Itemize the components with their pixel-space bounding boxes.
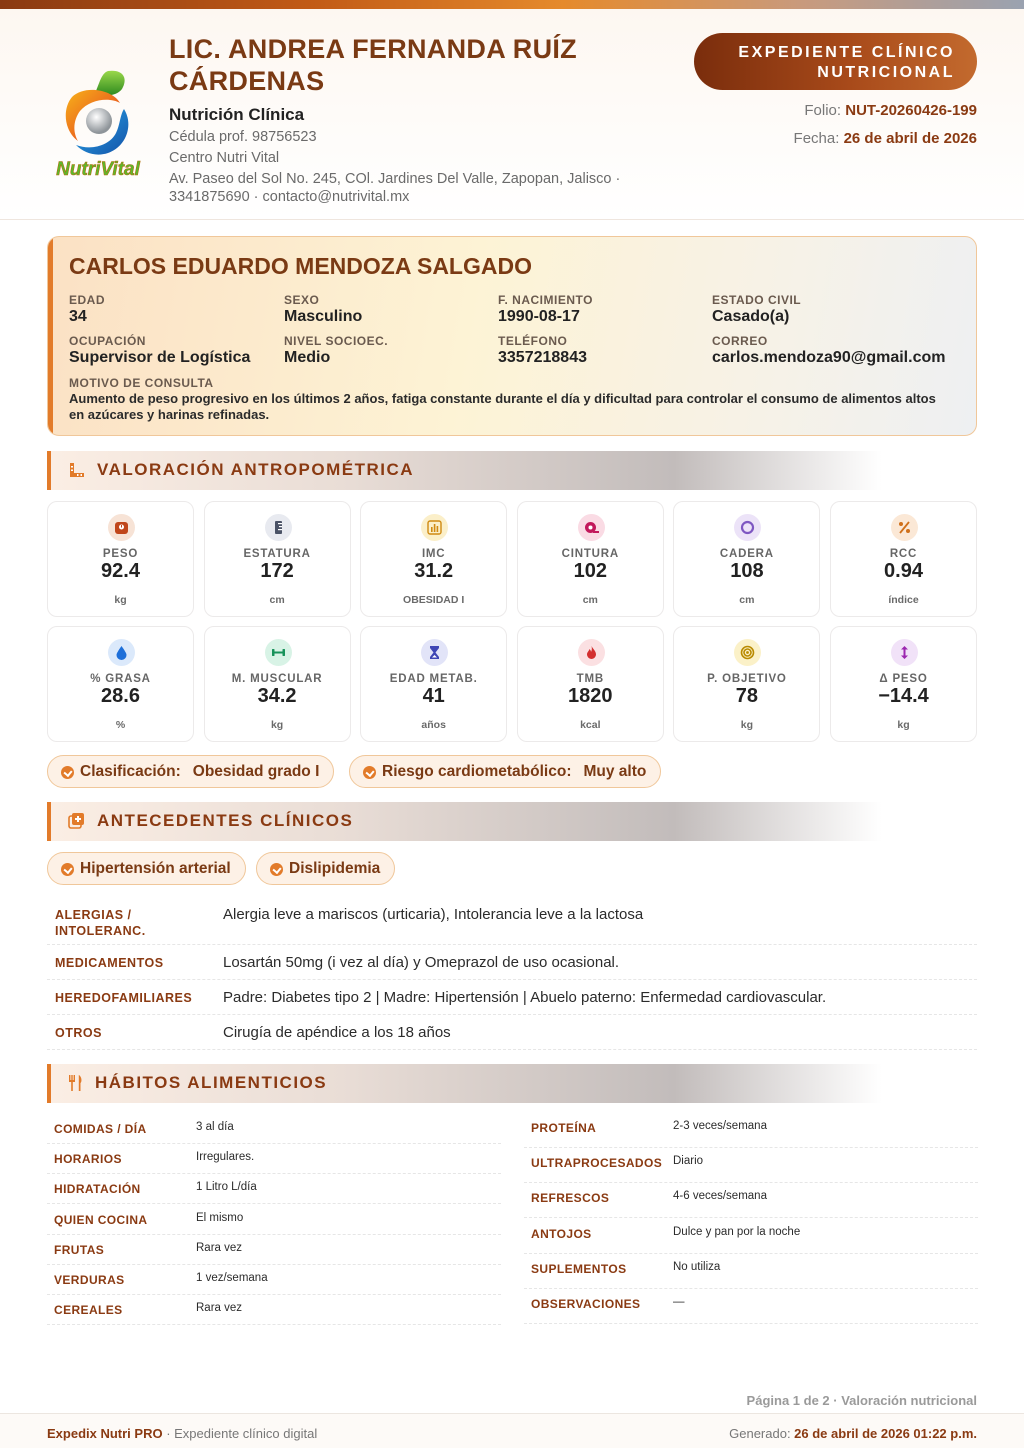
date-label: Fecha: <box>793 130 840 147</box>
history-row-medications <box>47 945 977 980</box>
generated-value: 26 de abril de 2026 01:22 p.m. <box>794 1426 977 1441</box>
condition-chip-dyslipidemia <box>256 852 395 885</box>
risk-label: Riesgo cardiometabólico: <box>382 763 572 780</box>
metric-value: −14.4 <box>878 685 929 707</box>
metric-value: 108 <box>730 560 764 582</box>
field-value-sexo: Masculino <box>284 308 363 325</box>
metric-unit: OBESIDAD I <box>403 594 465 606</box>
history-value: Cirugía de apéndice a los 18 años <box>223 1024 451 1041</box>
habit-value: 2-3 veces/semana <box>673 1120 767 1132</box>
metric-value: 41 <box>422 685 445 707</box>
metric-label: % GRASA <box>90 673 151 685</box>
ruler-square-icon <box>68 461 86 479</box>
badge-line-1: EXPEDIENTE CLÍNICO <box>738 44 955 61</box>
date <box>794 130 977 147</box>
metric-value: 92.4 <box>101 560 140 582</box>
classification-label: Clasificación: <box>80 763 181 780</box>
center-name: Centro Nutri Vital <box>169 150 280 166</box>
history-value: Padre: Diabetes tipo 2 | Madre: Hipertensión | Abuelo paterno: Enfermedad cardiovascular. <box>223 989 827 1006</box>
flame-icon <box>578 639 605 666</box>
metric-unit: % <box>115 719 126 731</box>
fork-knife-icon <box>67 1074 85 1092</box>
specialty: Nutrición Clínica <box>169 105 305 124</box>
history-key: MEDICAMENTOS <box>55 956 164 970</box>
classification-pill <box>47 755 334 788</box>
habit-value: Dulce y pan por la noche <box>673 1225 801 1238</box>
section-antecedentes <box>47 802 882 841</box>
field-label-sexo: SEXO <box>284 293 320 307</box>
field-label-ocupacion: OCUPACIÓN <box>69 334 146 348</box>
habit-row <box>47 1265 501 1295</box>
metric-tile <box>204 501 351 617</box>
metric-tile <box>47 501 194 617</box>
metric-tile <box>47 626 194 742</box>
history-value: Losartán 50mg (i vez al día) y Omeprazol de uso ocasional. <box>223 954 620 971</box>
habit-value: El mismo <box>196 1211 244 1224</box>
motivo-text: Aumento de peso progresivo en los últimos 2 años, fatiga constante durante el día y dificultad para controlar el consumo de alimentos altos en azúcares y harinas refinadas. <box>69 391 936 422</box>
metric-value: 28.6 <box>101 685 140 707</box>
metric-tile <box>830 626 977 742</box>
patient-card <box>47 236 977 436</box>
section-habitos <box>47 1064 882 1103</box>
section-title: VALORACIÓN ANTROPOMÉTRICA <box>97 460 415 479</box>
habit-key: COMIDAS / DÍA <box>54 1122 147 1136</box>
habit-row <box>524 1148 978 1183</box>
habit-key: REFRESCOS <box>531 1191 610 1206</box>
hourglass-icon <box>421 639 448 666</box>
history-key <box>55 907 146 939</box>
metric-tile <box>360 501 507 617</box>
metric-label: Δ PESO <box>879 673 928 685</box>
condition-chip-hypertension <box>47 852 246 885</box>
metric-label: CADERA <box>719 548 774 560</box>
history-key-line-2: INTOLERANC. <box>55 924 146 938</box>
field-label-estado-civil: ESTADO CIVIL <box>712 293 802 307</box>
habit-key: PROTEÍNA <box>531 1121 597 1135</box>
habit-row <box>47 1144 501 1174</box>
risk-pill <box>349 755 661 788</box>
document-header <box>0 9 1024 220</box>
habit-value: 1 Litro L/día <box>196 1181 257 1194</box>
metric-tile <box>673 626 820 742</box>
target-icon <box>734 639 761 666</box>
habit-row <box>524 1183 978 1218</box>
habit-row <box>47 1205 501 1235</box>
history-key: OTROS <box>55 1026 102 1040</box>
section-title: ANTECEDENTES CLÍNICOS <box>97 811 354 830</box>
metric-value: 31.2 <box>414 560 454 582</box>
metric-unit: kg <box>114 594 127 606</box>
folio-label: Folio: <box>804 102 842 119</box>
nutrivital-logo <box>50 67 146 185</box>
metric-unit: kg <box>740 719 754 731</box>
check-icon <box>61 863 74 876</box>
habit-row <box>524 1113 978 1148</box>
metric-unit: cm <box>739 594 755 606</box>
chip-label: Dislipidemia <box>289 860 381 877</box>
up-down-arrow-icon <box>891 639 918 666</box>
habit-value: 1 vez/semana <box>196 1272 268 1284</box>
top-accent-bar <box>0 0 1024 9</box>
footer-generated <box>729 1426 977 1441</box>
cedula: Cédula prof. 98756523 <box>169 129 317 145</box>
metric-tile <box>673 501 820 617</box>
field-label-nivel: NIVEL SOCIOEC. <box>284 334 389 348</box>
field-value-estado-civil: Casado(a) <box>712 308 790 325</box>
habit-row <box>524 1289 978 1324</box>
habit-value: Rara vez <box>196 1302 243 1315</box>
habit-key: VERDURAS <box>54 1273 125 1287</box>
habit-row <box>47 1114 501 1144</box>
metric-label: IMC <box>421 548 446 560</box>
habit-value: Diario <box>673 1155 704 1168</box>
classification-value: Obesidad grado I <box>192 763 320 780</box>
check-icon <box>270 863 283 876</box>
field-label-correo: CORREO <box>712 334 768 348</box>
field-value-nivel: Medio <box>284 349 331 366</box>
habit-key: HIDRATACIÓN <box>54 1182 141 1197</box>
metric-tile <box>360 626 507 742</box>
drop-icon <box>108 639 135 666</box>
habit-value: 4-6 veces/semana <box>673 1190 767 1203</box>
habit-row <box>47 1174 501 1204</box>
chip-label: Hipertensión arterial <box>80 860 231 877</box>
habit-row <box>524 1219 978 1254</box>
history-key-line-1: ALERGIAS / <box>55 908 132 922</box>
history-row-family <box>47 980 977 1015</box>
metric-label: EDAD METAB. <box>389 673 478 685</box>
habit-key: QUIEN COCINA <box>54 1212 148 1227</box>
brand-suffix: · Expediente clínico digital <box>162 1426 318 1441</box>
percent-icon <box>891 514 918 541</box>
field-label-nacimiento: F. NACIMIENTO <box>498 293 593 307</box>
motivo-label: MOTIVO DE CONSULTA <box>69 376 214 390</box>
record-type-badge <box>694 33 977 90</box>
history-row-other <box>47 1015 977 1050</box>
address-line-2: 3341875690 · contacto@nutrivital.mx <box>169 189 410 205</box>
address-line-1: Av. Paseo del Sol No. 245, COl. Jardines Del Valle, Zapopan, Jalisco · <box>169 171 621 187</box>
metric-label: RCC <box>889 548 918 560</box>
info-icon <box>61 766 74 779</box>
metric-unit: cm <box>269 594 285 606</box>
tape-measure-icon <box>578 514 605 541</box>
metric-tile <box>517 501 664 617</box>
habit-value: Irregulares. <box>196 1151 255 1164</box>
field-value-telefono: 3357218843 <box>498 349 587 366</box>
habit-key: ULTRAPROCESADOS <box>531 1156 663 1171</box>
field-label-edad: EDAD <box>69 293 106 307</box>
metric-value: 102 <box>573 560 607 582</box>
badge-line-2: NUTRICIONAL <box>817 64 955 81</box>
metric-unit: kg <box>270 719 284 731</box>
metric-value: 172 <box>260 560 294 582</box>
habit-value: 3 al día <box>196 1121 234 1133</box>
habit-key: OBSERVACIONES <box>531 1297 641 1311</box>
metric-value: 0.94 <box>884 560 923 582</box>
metric-value: 78 <box>735 685 759 707</box>
brand-name: Expedix Nutri PRO <box>47 1426 163 1441</box>
page-number: Página 1 de 2 · Valoración nutricional <box>746 1393 977 1408</box>
habit-key: ANTOJOS <box>531 1226 592 1241</box>
field-label-telefono: TELÉFONO <box>498 334 568 348</box>
metric-tile <box>517 626 664 742</box>
medical-file-icon <box>68 812 86 830</box>
habit-value: Rara vez <box>196 1241 243 1254</box>
metric-label: M. MUSCULAR <box>231 673 323 685</box>
doctor-name: LIC. ANDREA FERNANDA RUÍZ CÁRDENAS <box>169 34 577 96</box>
field-value-nacimiento: 1990-08-17 <box>498 308 580 325</box>
habit-row <box>47 1295 501 1325</box>
metric-label: P. OBJETIVO <box>707 673 787 685</box>
habit-key: CEREALES <box>54 1303 123 1318</box>
section-antropometria <box>47 451 882 490</box>
folio <box>804 102 977 119</box>
metric-unit: años <box>421 719 446 731</box>
habit-key: HORARIOS <box>54 1152 122 1167</box>
metric-label: ESTATURA <box>243 548 311 560</box>
history-row-allergies <box>47 898 977 945</box>
section-title: HÁBITOS ALIMENTICIOS <box>95 1073 328 1092</box>
generated-label: Generado: <box>729 1426 795 1441</box>
bar-chart-icon <box>421 514 448 541</box>
risk-value: Muy alto <box>583 763 647 780</box>
folio-value: NUT-20260426-199 <box>845 102 977 119</box>
footer-brand <box>47 1426 317 1441</box>
metric-unit: cm <box>582 594 598 606</box>
patient-name: CARLOS EDUARDO MENDOZA SALGADO <box>69 253 532 279</box>
habit-value: No utiliza <box>673 1260 721 1273</box>
dumbbell-icon <box>265 639 292 666</box>
history-key: HEREDOFAMILIARES <box>55 991 193 1005</box>
metric-unit: índice <box>888 594 919 606</box>
history-value: Alergia leve a mariscos (urticaria), Intolerancia leve a la lactosa <box>223 906 644 923</box>
heart-icon <box>363 766 376 779</box>
field-value-correo: carlos.mendoza90@gmail.com <box>712 349 946 366</box>
date-value: 26 de abril de 2026 <box>843 130 977 147</box>
metric-tile <box>830 501 977 617</box>
metric-unit: kcal <box>580 719 601 731</box>
habit-key: FRUTAS <box>54 1242 105 1257</box>
metric-value: 1820 <box>568 685 613 707</box>
habit-value: — <box>673 1296 685 1308</box>
metric-label: TMB <box>576 673 604 685</box>
svg-text:NutriVital: NutriVital <box>56 159 140 180</box>
habit-row <box>524 1254 978 1289</box>
field-value-edad: 34 <box>69 308 87 325</box>
metric-tile <box>204 626 351 742</box>
ruler-icon <box>265 514 292 541</box>
metric-label: CINTURA <box>561 548 619 560</box>
habit-key: SUPLEMENTOS <box>531 1261 627 1276</box>
scale-icon <box>108 514 135 541</box>
page-footer <box>0 1413 1024 1448</box>
metric-label: PESO <box>102 548 139 560</box>
metric-unit: kg <box>897 719 910 731</box>
field-value-ocupacion: Supervisor de Logística <box>69 349 251 366</box>
circle-icon <box>734 514 761 541</box>
metric-value: 34.2 <box>257 685 297 707</box>
habit-row <box>47 1235 501 1265</box>
